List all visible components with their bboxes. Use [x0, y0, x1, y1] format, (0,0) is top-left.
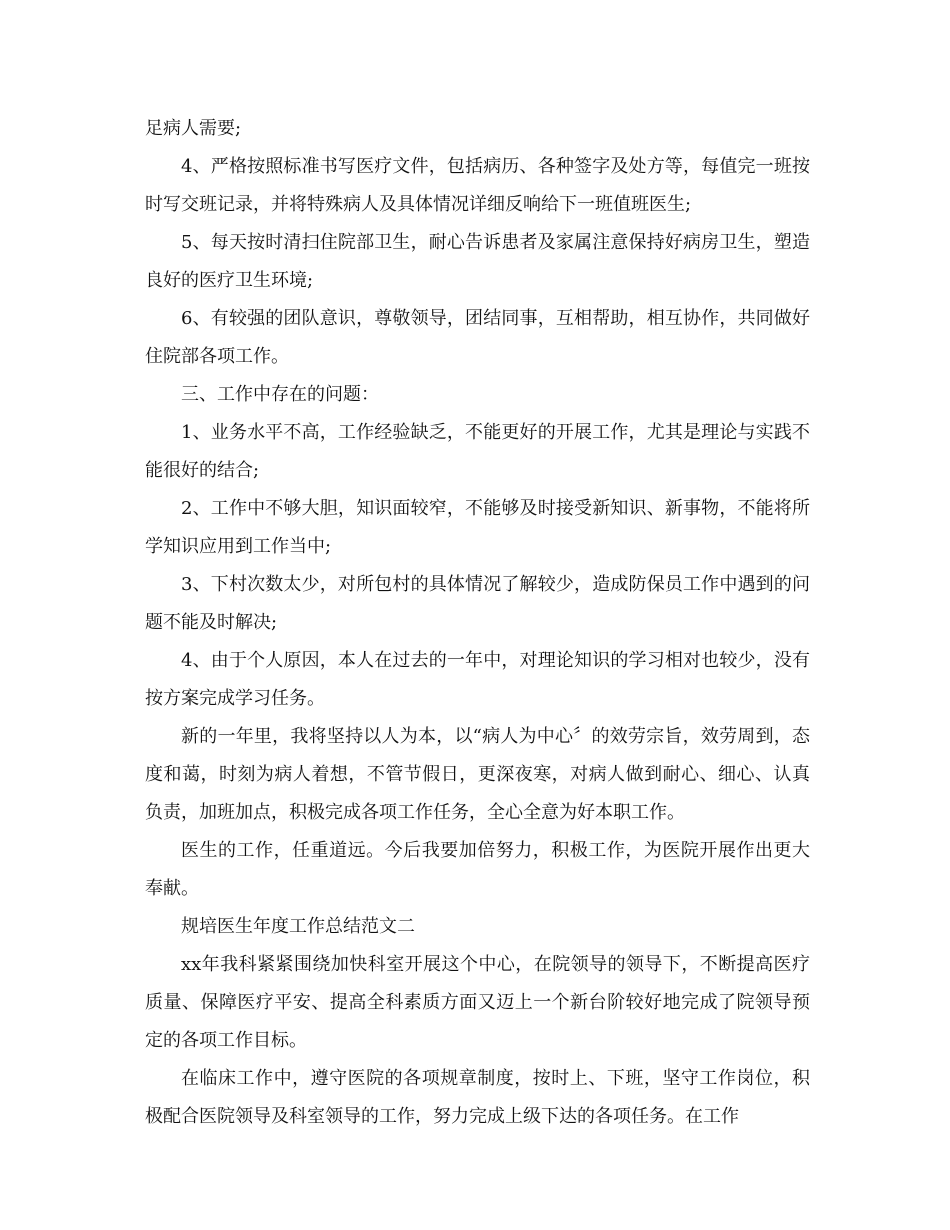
paragraph: 5、每天按时清扫住院部卫生，耐心告诉患者及家属注意保持好病房卫生，塑造良好的医疗卫生环境; — [145, 232, 810, 291]
paragraph: 在临床工作中，遵守医院的各项规章制度，按时上、下班，坚守工作岗位，积极配合医院领导及科室领导的工作，努力完成上级下达的各项任务。在工作 — [145, 1068, 810, 1127]
paragraph: 1、业务水平不高，工作经验缺乏，不能更好的开展工作，尤其是理论与实践不能很好的结合; — [145, 422, 810, 481]
paragraph: 足病人需要; — [145, 118, 242, 139]
paragraph: xx年我科紧紧围绕加快科室开展这个中心，在院领导的领导下，不断提高医疗质量、保障医疗平安、提高全科素质方面又迈上一个新台阶较好地完成了院领导预定的各项工作目标。 — [145, 954, 810, 1051]
paragraph: 医生的工作，任重道远。今后我要加倍努力，积极工作，为医院开展作出更大奉献。 — [145, 840, 810, 899]
paragraph: 4、严格按照标准书写医疗文件，包括病历、各种签字及处方等，每值完一班按时写交班记录，并将特殊病人及具体情况详细反响给下一班值班医生; — [145, 156, 810, 215]
paragraph: 6、有较强的团队意识，尊敬领导，团结同事，互相帮助，相互协作，共同做好住院部各项工作。 — [145, 308, 810, 367]
paragraph: 新的一年里，我将坚持以人为本，以“病人为中心〞的效劳宗旨，效劳周到，态度和蔼，时刻为病人着想，不管节假日，更深夜寒，对病人做到耐心、细心、认真负责，加班加点，积极完成各项工作任务，全心全意为好本职工作。 — [145, 726, 810, 823]
paragraph: 4、由于个人原因，本人在过去的一年中，对理论知识的学习相对也较少，没有按方案完成学习任务。 — [145, 650, 810, 709]
section-title: 规培医生年度工作总结范文二 — [181, 916, 415, 937]
paragraph: 2、工作中不够大胆，知识面较窄，不能够及时接受新知识、新事物，不能将所学知识应用到工作当中; — [145, 498, 810, 557]
paragraph: 3、下村次数太少，对所包村的具体情况了解较少，造成防保员工作中遇到的问题不能及时解决; — [145, 574, 810, 633]
section-heading: 三、工作中存在的问题： — [181, 384, 379, 405]
document-body — [145, 110, 810, 1136]
